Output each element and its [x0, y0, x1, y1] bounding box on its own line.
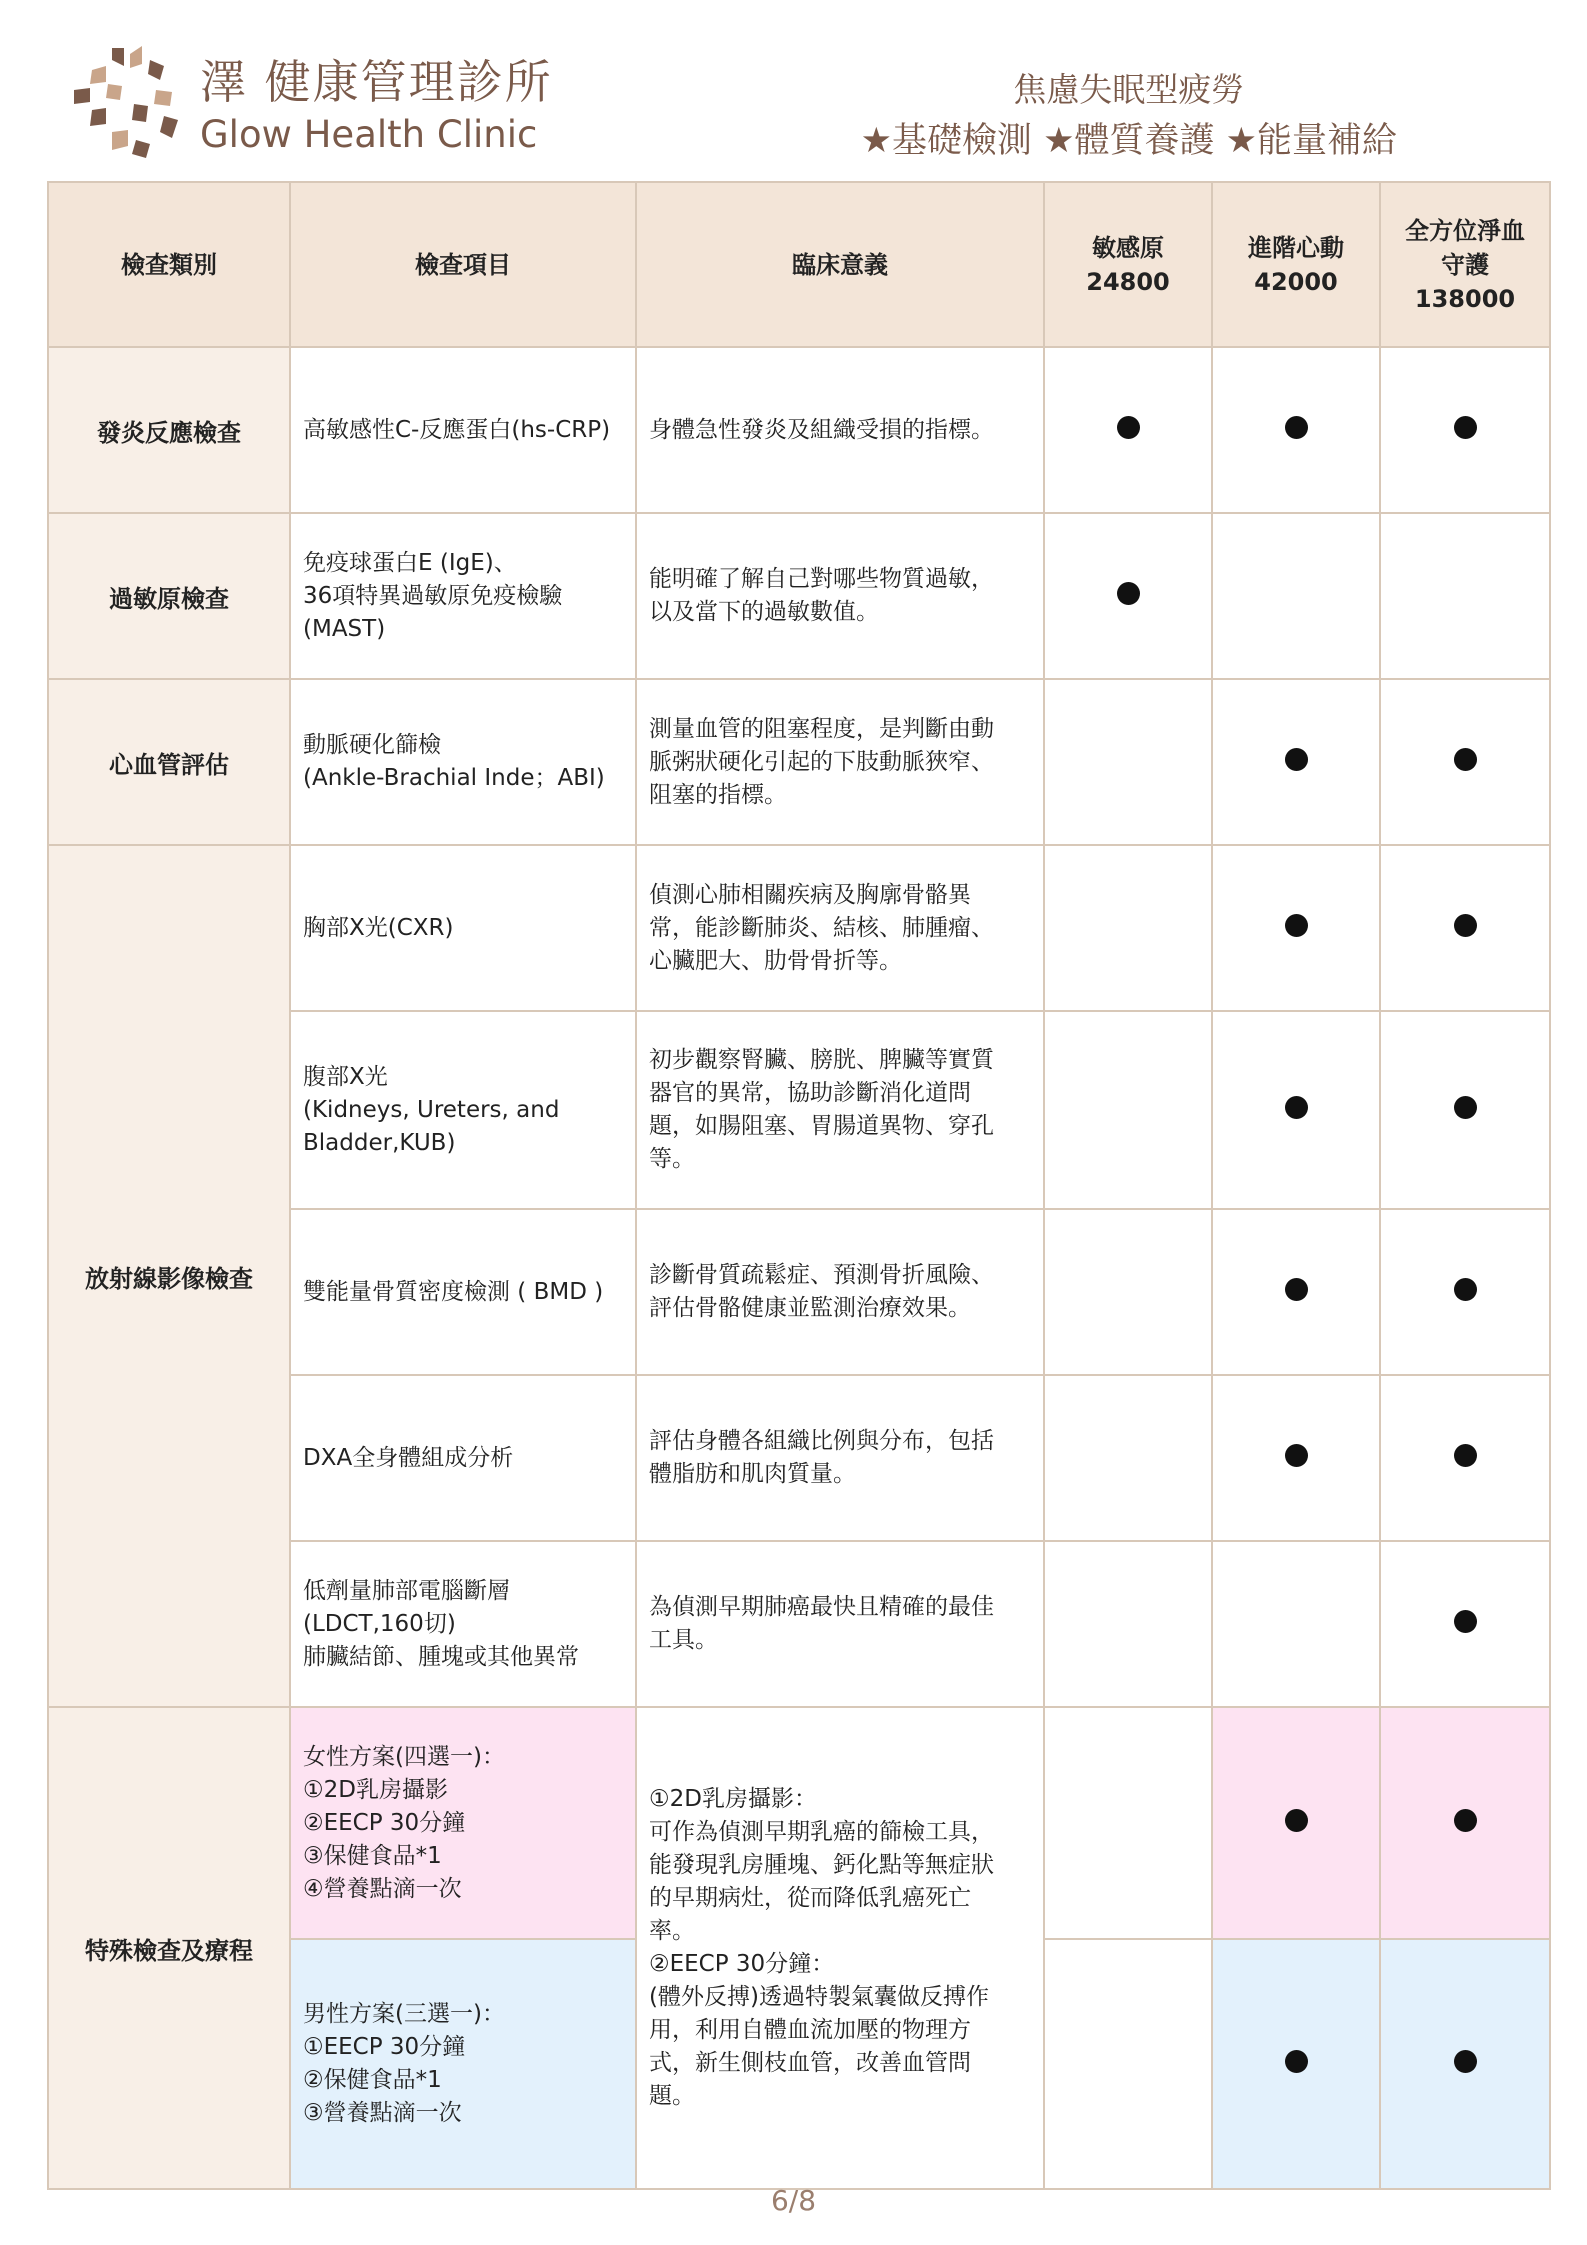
cell-plan-2	[1212, 1011, 1380, 1209]
cell-plan-2	[1212, 1707, 1380, 1939]
header-plan-name: 敏感原	[1092, 233, 1164, 262]
cell-line: 可作為偵測早期乳癌的篩檢工具，	[649, 1819, 994, 1845]
cell-line: 測量血管的阻塞程度，是判斷由動	[649, 715, 994, 742]
table-header-row	[48, 182, 1550, 347]
cell-meaning	[636, 1541, 1044, 1707]
exam-comparison-table	[47, 181, 1551, 2190]
cell-item	[290, 679, 636, 845]
included-dot-icon	[1285, 2050, 1308, 2073]
cell-line: 動脈硬化篩檢	[303, 732, 441, 758]
cell-line: 心臟肥大、肋骨骨折等。	[649, 947, 902, 974]
cell-line: 初步觀察腎臟、膀胱、脾臟等實質	[649, 1047, 994, 1073]
included-dot-icon	[1285, 1444, 1308, 1467]
cell-line: ④營養點滴一次	[303, 1875, 462, 1902]
cell-item	[290, 1541, 636, 1707]
table-row	[48, 1707, 1550, 1939]
header-item: 檢查項目	[290, 182, 636, 347]
cell-line: 免疫球蛋白E (IgE)、	[303, 549, 517, 576]
cell-line: 偵測心肺相關疾病及胸廓骨骼異	[649, 881, 971, 908]
cell-plan-1	[1044, 1939, 1212, 2189]
included-dot-icon	[1285, 748, 1308, 771]
cell-line: 能明確了解自己對哪些物質過敏，	[649, 566, 994, 592]
header-plan-price: 42000	[1254, 267, 1338, 296]
table-row	[48, 679, 1550, 845]
cell-item	[290, 1707, 636, 1939]
cell-line: 女性方案(四選一)：	[303, 1743, 505, 1770]
cell-meaning	[636, 347, 1044, 513]
cell-meaning	[636, 845, 1044, 1011]
cell-item	[290, 845, 636, 1011]
table-row	[48, 845, 1550, 1011]
cell-meaning	[636, 1209, 1044, 1375]
cell-category: 過敏原檢查	[48, 513, 290, 679]
cell-line: 能發現乳房腫塊、鈣化點等無症狀	[649, 1852, 994, 1878]
cell-plan-1	[1044, 347, 1212, 513]
cell-plan-3	[1380, 1011, 1550, 1209]
cell-line: 評估骨骼健康並監測治療效果。	[649, 1295, 971, 1321]
cell-line: 率。	[649, 1918, 695, 1944]
table-row	[48, 347, 1550, 513]
cell-line: 式，新生側枝血管，改善血管問	[649, 2050, 971, 2076]
cell-line: 雙能量骨質密度檢測 ( BMD )	[303, 1278, 604, 1305]
cell-line: ③保健食品*1	[303, 1842, 442, 1869]
page-title-block	[861, 68, 1397, 166]
included-dot-icon	[1454, 1809, 1477, 1832]
included-dot-icon	[1285, 1096, 1308, 1119]
cell-line: ③營養點滴一次	[303, 2100, 462, 2126]
included-dot-icon	[1117, 416, 1140, 439]
cell-plan-2	[1212, 679, 1380, 845]
cell-plan-3	[1380, 845, 1550, 1011]
included-dot-icon	[1285, 1809, 1308, 1832]
header-plan-cardio	[1212, 182, 1380, 347]
cell-plan-3	[1380, 1375, 1550, 1541]
included-dot-icon	[1454, 2050, 1477, 2073]
cell-line: 低劑量肺部電腦斷層	[303, 1577, 510, 1604]
page-subtitle: ★基礎檢測 ★體質養護 ★能量補給	[860, 121, 1397, 161]
cell-category: 發炎反應檢查	[48, 347, 290, 513]
cell-line: 等。	[649, 1146, 695, 1172]
header-plan-full	[1380, 182, 1550, 347]
cell-line: Bladder,KUB)	[303, 1129, 456, 1156]
cell-item	[290, 1011, 636, 1209]
cell-plan-3	[1380, 1939, 1550, 2189]
included-dot-icon	[1454, 1096, 1477, 1119]
cell-line: DXA全身體組成分析	[303, 1444, 514, 1471]
cell-line: 評估身體各組織比例與分布，包括	[649, 1428, 994, 1454]
cell-plan-1	[1044, 1707, 1212, 1939]
included-dot-icon	[1454, 416, 1477, 439]
cell-item	[290, 513, 636, 679]
cell-line: (LDCT,160切)	[303, 1610, 456, 1637]
cell-plan-1	[1044, 1541, 1212, 1707]
table-row	[48, 513, 1550, 679]
cell-line: 工具。	[649, 1627, 718, 1653]
cell-line: 36項特異過敏原免疫檢驗	[303, 582, 563, 609]
cell-plan-2	[1212, 1541, 1380, 1707]
cell-plan-2	[1212, 1375, 1380, 1541]
cell-line: ②EECP 30分鐘	[303, 1809, 466, 1836]
header-category: 檢查類別	[48, 182, 290, 347]
cell-plan-3	[1380, 513, 1550, 679]
cell-plan-3	[1380, 1209, 1550, 1375]
included-dot-icon	[1454, 748, 1477, 771]
cell-plan-1	[1044, 1209, 1212, 1375]
cell-line: 肺臟結節、腫塊或其他異常	[303, 1643, 579, 1670]
cell-line: ①2D乳房攝影	[303, 1776, 448, 1803]
included-dot-icon	[1117, 582, 1140, 605]
cell-line: 身體急性發炎及組織受損的指標。	[649, 416, 994, 443]
cell-line: 的早期病灶，從而降低乳癌死亡	[649, 1885, 971, 1911]
cell-plan-3	[1380, 1707, 1550, 1939]
header-plan-sensitivity	[1044, 182, 1212, 347]
cell-line: (Ankle-Brachial Inde；ABI)	[303, 765, 605, 791]
cell-category: 特殊檢查及療程	[48, 1707, 290, 2189]
cell-line: 診斷骨質疏鬆症、預測骨折風險、	[649, 1262, 994, 1288]
cell-line: (MAST)	[303, 615, 386, 642]
cell-item	[290, 1375, 636, 1541]
cell-line: 為偵測早期肺癌最快且精確的最佳	[649, 1594, 994, 1620]
cell-plan-3	[1380, 1541, 1550, 1707]
cell-plan-2	[1212, 347, 1380, 513]
cell-line: 胸部X光(CXR)	[303, 914, 454, 941]
cell-line: 用，利用自體血流加壓的物理方	[649, 2017, 971, 2043]
cell-meaning	[636, 1011, 1044, 1209]
cell-plan-3	[1380, 679, 1550, 845]
cell-line: ①EECP 30分鐘	[303, 2034, 466, 2060]
included-dot-icon	[1454, 1444, 1477, 1467]
header-plan-price: 24800	[1086, 267, 1170, 296]
cell-line: (Kidneys, Ureters, and	[303, 1096, 560, 1123]
cell-category: 放射線影像檢查	[48, 845, 290, 1707]
cell-line: 高敏感性C-反應蛋白(hs-CRP)	[303, 416, 611, 443]
cell-item	[290, 1939, 636, 2189]
cell-line: 阻塞的指標。	[649, 781, 787, 808]
logo-chinese-name: 澤 健康管理診所	[200, 55, 553, 109]
cell-plan-3	[1380, 347, 1550, 513]
cell-line: 男性方案(三選一)：	[303, 2001, 505, 2027]
cell-line: 脈粥狀硬化引起的下肢動脈狹窄、	[649, 748, 994, 775]
cell-plan-2	[1212, 1939, 1380, 2189]
header-plan-name: 全方位淨血	[1405, 216, 1525, 245]
cell-plan-2	[1212, 1209, 1380, 1375]
cell-line: 體脂肪和肌肉質量。	[649, 1461, 856, 1487]
logo-english-name: Glow Health Clinic	[200, 113, 538, 156]
cell-line: 腹部X光	[303, 1063, 388, 1090]
header-plan-name-cont: 守護	[1441, 250, 1489, 279]
cell-plan-2	[1212, 845, 1380, 1011]
header-plan-name: 進階心動	[1248, 233, 1344, 262]
cell-meaning	[636, 1375, 1044, 1541]
cell-line: ②保健食品*1	[303, 2067, 442, 2093]
cell-plan-1	[1044, 1011, 1212, 1209]
cell-line: 器官的異常，協助診斷消化道問	[649, 1080, 971, 1106]
cell-plan-1	[1044, 1375, 1212, 1541]
cell-meaning	[636, 513, 1044, 679]
cell-item	[290, 347, 636, 513]
included-dot-icon	[1454, 914, 1477, 937]
header-meaning: 臨床意義	[636, 182, 1044, 347]
cell-plan-1	[1044, 513, 1212, 679]
page-number: 6/8	[770, 2184, 817, 2217]
cell-meaning	[636, 679, 1044, 845]
included-dot-icon	[1454, 1610, 1477, 1633]
cell-plan-1	[1044, 679, 1212, 845]
cell-line: 以及當下的過敏數值。	[649, 599, 879, 625]
included-dot-icon	[1285, 914, 1308, 937]
cell-line: ①2D乳房攝影：	[649, 1786, 817, 1812]
cell-line: (體外反搏)透過特製氣囊做反搏作	[649, 1984, 989, 2010]
cell-item	[290, 1209, 636, 1375]
cell-line: ②EECP 30分鐘：	[649, 1951, 835, 1977]
header-plan-price: 138000	[1414, 284, 1516, 313]
cell-plan-2	[1212, 513, 1380, 679]
page-title: 焦慮失眠型疲勞	[1013, 70, 1245, 109]
cell-line: 題，如腸阻塞、胃腸道異物、穿孔	[649, 1113, 994, 1139]
cell-plan-1	[1044, 845, 1212, 1011]
included-dot-icon	[1454, 1278, 1477, 1301]
included-dot-icon	[1285, 1278, 1308, 1301]
clinic-logo	[72, 44, 552, 164]
cell-line: 常，能診斷肺炎、結核、肺腫瘤、	[649, 914, 994, 941]
logo-mark-icon	[72, 46, 182, 158]
included-dot-icon	[1285, 416, 1308, 439]
cell-meaning	[636, 1707, 1044, 2189]
cell-line: 題。	[649, 2083, 695, 2109]
cell-category: 心血管評估	[48, 679, 290, 845]
